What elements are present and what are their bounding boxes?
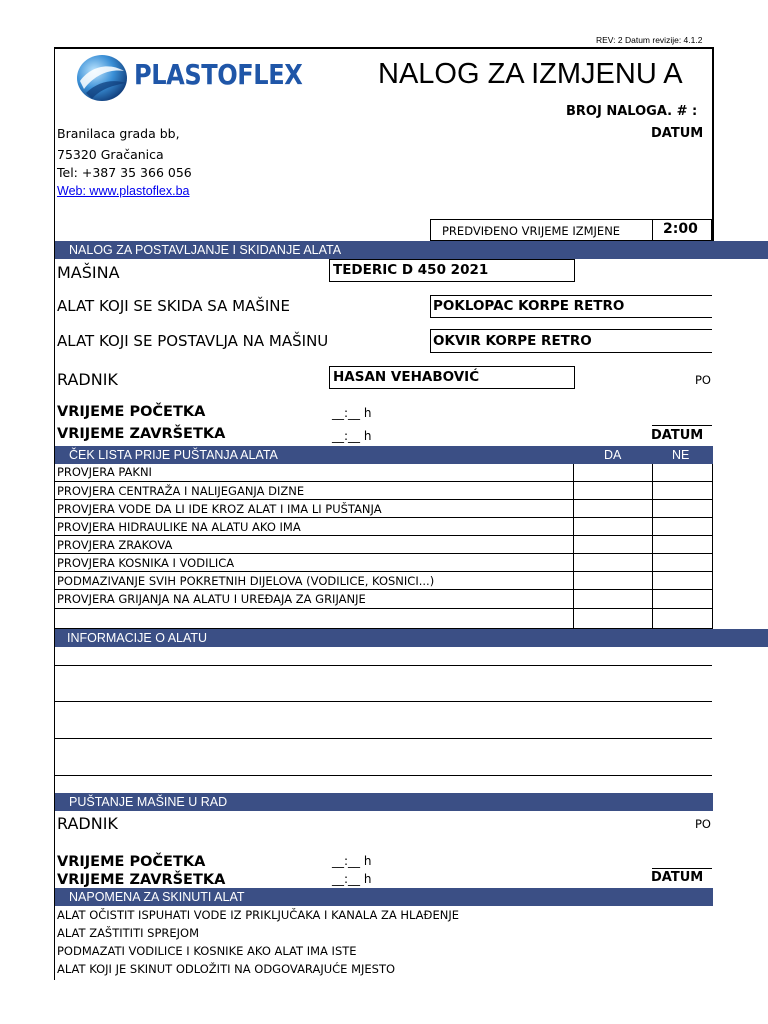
tool-info-header xyxy=(55,629,768,647)
tool-info-line-1[interactable] xyxy=(55,665,712,666)
installed-tool-bottom-line xyxy=(430,352,712,353)
removed-tool-top-line xyxy=(430,295,712,296)
startup-start-time-label: VRIJEME POČETKA xyxy=(57,854,206,870)
section-tooling-title: NALOG ZA POSTAVLJANJE I SKIDANJE ALATA xyxy=(69,243,342,257)
checklist-yes-column-divider xyxy=(573,464,574,629)
startup-end-time-label: VRIJEME ZAVRŠETKA xyxy=(57,872,226,888)
checklist-item-label: PROVJERA HIDRAULIKE NA ALATU AKO IMA xyxy=(57,520,301,534)
checklist-row xyxy=(55,482,713,500)
startup-signature-line xyxy=(652,868,712,869)
checklist-row xyxy=(55,464,713,482)
section-tooling-header xyxy=(55,241,768,259)
machine-value: TEDERIC D 450 2021 xyxy=(333,262,489,278)
installed-tool-divider xyxy=(430,329,431,353)
logo-wordmark: PLASTOFLEX xyxy=(134,58,303,91)
startup-title: PUŠTANJE MAŠINE U RAD xyxy=(69,795,228,809)
end-time-field[interactable]: __:__ h xyxy=(332,429,372,443)
frame-top-border xyxy=(54,47,714,49)
company-website-link[interactable]: Web: www.plastoflex.ba xyxy=(57,184,190,198)
removed-tool-extra-line xyxy=(430,329,712,330)
removed-tool-divider xyxy=(430,295,431,318)
tool-info-title: INFORMACIJE O ALATU xyxy=(67,631,208,645)
company-phone: Tel: +387 35 366 056 xyxy=(57,165,192,180)
checklist-row xyxy=(55,609,713,629)
checklist-row xyxy=(55,590,713,609)
startup-date-label: DATUM xyxy=(651,870,704,885)
tool-info-line-4[interactable] xyxy=(55,775,712,776)
checklist-item-label: PODMAZIVANJE SVIH POKRETNIH DIJELOVA (VODILICE, KOSNICI...) xyxy=(57,574,435,588)
planned-time-value: 2:00 xyxy=(663,221,698,237)
worker-po-label: PO xyxy=(695,373,711,387)
note-item: PODMAZATI VODILICE I KOSNIKE AKO ALAT IMA ISTE xyxy=(57,944,357,958)
worker-label: RADNIK xyxy=(57,370,118,389)
planned-time-value-box[interactable] xyxy=(652,219,712,241)
note-item: ALAT KOJI JE SKINUT ODLOŽITI NA ODGOVARAJUĆE MJESTO xyxy=(57,962,396,976)
end-time-label: VRIJEME ZAVRŠETKA xyxy=(57,426,226,442)
startup-header xyxy=(55,793,713,811)
tool-info-line-2[interactable] xyxy=(55,701,712,702)
checklist-item-label: PROVJERA VODE DA LI IDE KROZ ALAT I IMA LI PUŠTANJA xyxy=(57,502,382,516)
checklist-item-label: PROVJERA GRIJANJA NA ALATU I UREĐAJA ZA GRIJANJE xyxy=(57,592,366,606)
checklist-row xyxy=(55,572,713,590)
worker-value-field[interactable] xyxy=(329,366,575,389)
planned-time-label: PREDVIĐENO VRIJEME IZMJENE xyxy=(442,224,621,238)
checklist-no-column-divider xyxy=(652,464,653,629)
notes-header xyxy=(55,888,713,906)
checklist-row xyxy=(55,500,713,518)
checklist-col-no: NE xyxy=(672,448,690,462)
checklist-row xyxy=(55,536,713,554)
installed-tool-label: ALAT KOJI SE POSTAVLJA NA MAŠINU xyxy=(57,332,329,350)
checklist-header xyxy=(55,446,713,464)
note-item: ALAT OČISTIT ISPUHATI VODE IZ PRIKLJUČAKA I KANALA ZA HLAĐENJE xyxy=(57,908,459,922)
header-date-label: DATUM xyxy=(651,126,704,141)
notes-title: NAPOMENA ZA SKINUTI ALAT xyxy=(69,890,245,904)
startup-end-time-field[interactable]: __:__ h xyxy=(332,872,372,886)
checklist-row xyxy=(55,518,713,536)
start-time-field[interactable]: __:__ h xyxy=(332,406,372,420)
removed-tool-value[interactable]: POKLOPAC KORPE RETRO xyxy=(433,298,625,314)
checklist-right-border xyxy=(712,464,713,629)
removed-tool-bottom-line xyxy=(430,317,712,318)
company-address-line1: Branilaca grada bb, xyxy=(57,126,180,141)
checklist-item-label: PROVJERA KOSNIKA I VODILICA xyxy=(57,556,235,570)
start-time-label: VRIJEME POČETKA xyxy=(57,404,206,420)
checklist-table xyxy=(55,464,713,629)
checklist-item-label: PROVJERA PAKNI xyxy=(57,465,152,479)
company-logo xyxy=(76,53,316,103)
startup-po-label: PO xyxy=(695,817,711,831)
machine-label: MAŠINA xyxy=(57,263,120,282)
order-number-label: BROJ NALOGA. # : xyxy=(566,104,698,119)
company-address-line2: 75320 Gračanica xyxy=(57,147,164,162)
tooling-date-label: DATUM xyxy=(651,428,704,443)
signature-date-line xyxy=(652,425,712,426)
checklist-title: ČEK LISTA PRIJE PUŠTANJA ALATA xyxy=(69,448,278,462)
planned-time-label-box xyxy=(430,219,653,241)
worker-value: HASAN VEHABOVIĆ xyxy=(333,369,480,385)
checklist-item-label: PROVJERA CENTRAŽA I NALIJEGANJA DIZNE xyxy=(57,484,305,498)
installed-tool-value[interactable]: OKVIR KORPE RETRO xyxy=(433,333,592,349)
startup-worker-label: RADNIK xyxy=(57,814,118,833)
note-item: ALAT ZAŠTITITI SPREJOM xyxy=(57,926,199,940)
page-title: NALOG ZA IZMJENU A xyxy=(378,58,683,90)
tool-info-line-3[interactable] xyxy=(55,738,712,739)
startup-start-time-field[interactable]: __:__ h xyxy=(332,854,372,868)
frame-right-border xyxy=(712,47,714,241)
globe-logo-icon xyxy=(76,53,128,103)
revision-note: REV: 2 Datum revizije: 4.1.2 xyxy=(596,35,703,45)
checklist-row xyxy=(55,554,713,572)
checklist-item-label: PROVJERA ZRAKOVA xyxy=(57,538,173,552)
machine-value-field[interactable] xyxy=(329,259,575,282)
checklist-col-yes: DA xyxy=(604,448,622,462)
removed-tool-label: ALAT KOJI SE SKIDA SA MAŠINE xyxy=(57,297,290,315)
